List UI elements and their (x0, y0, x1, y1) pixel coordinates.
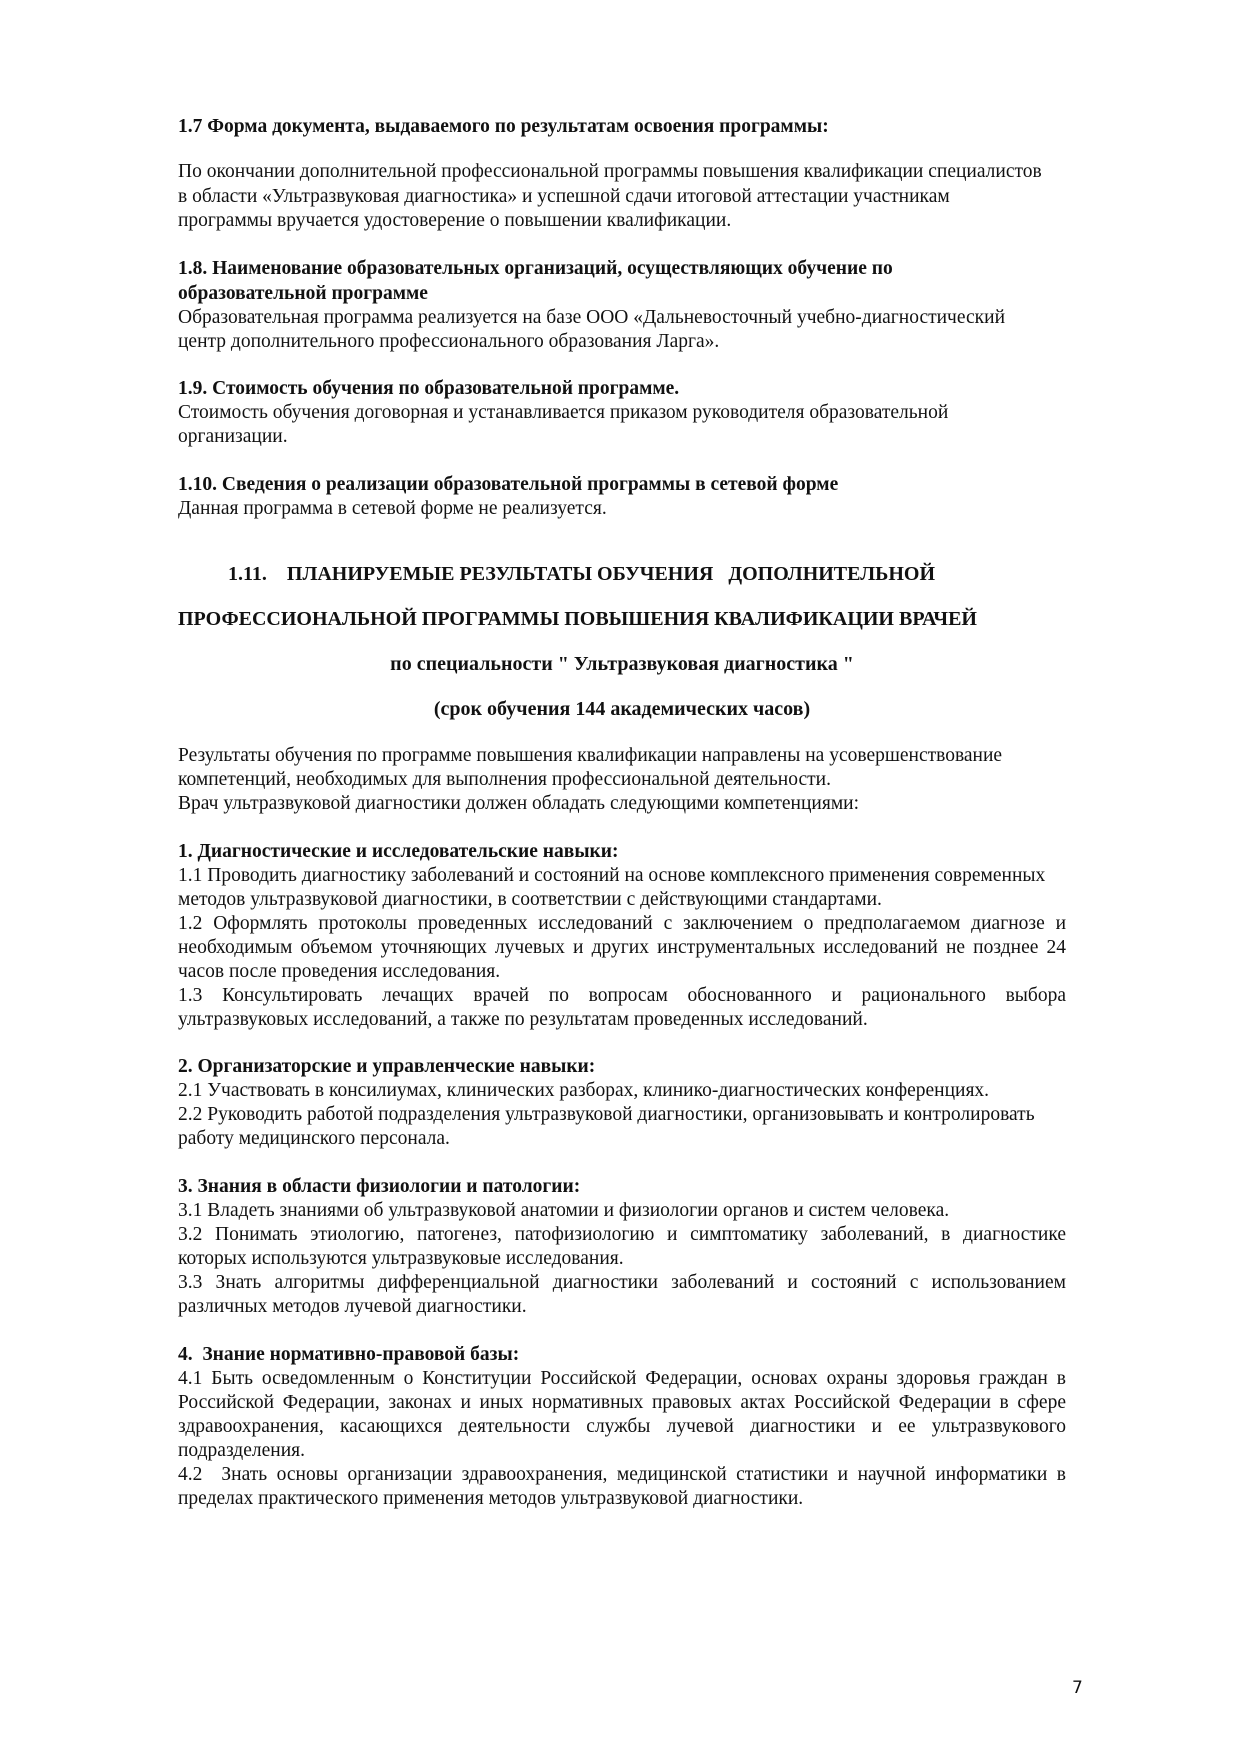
section-1-11-intro: Результаты обучения по программе повышения квалификации направлены на усовершенствование (178, 745, 1003, 766)
section-1-7-text: По окончании дополнительной профессиональной программы повышения квалификации специалистов (178, 161, 1042, 182)
competence-item: 2.2 Руководить работой подразделения ультразвуковой диагностики, организовывать и контролировать (178, 1104, 1035, 1125)
competence-3-heading: 3. Знания в области физиологии и патологии: (178, 1176, 581, 1197)
section-1-8-text: центр дополнительного профессионального образования Ларга». (178, 331, 720, 352)
competence-item: часов после проведения исследования. (178, 961, 501, 982)
section-1-8-text: Образовательная программа реализуется на базе ООО «Дальневосточный учебно-диагностический (178, 307, 1006, 328)
competence-item: 1.2 Оформлять протоколы проведенных исследований с заключением о предполагаемом диагнозе и (178, 913, 1066, 934)
competence-item: 1.1 Проводить диагностику заболеваний и состояний на основе комплексного применения современных (178, 865, 1046, 886)
competence-item: необходимым объемом уточняющих лучевых и других инструментальных исследований не позднее 24 (178, 937, 1066, 958)
competence-item: пределах практического применения методов ультразвуковой диагностики. (178, 1488, 804, 1509)
section-1-7-text: в области «Ультразвуковая диагностика» и успешной сдачи итоговой аттестации участникам (178, 186, 950, 207)
competence-item: 3.3 Знать алгоритмы дифференциальной диагностики заболеваний и состояний с использованием (178, 1272, 1066, 1293)
section-1-10-text: Данная программа в сетевой форме не реализуется. (178, 498, 607, 519)
competence-item: 4.1 Быть осведомленным о Конституции Российской Федерации, основах охраны здоровья граждан в (178, 1368, 1066, 1389)
competence-item: 1.3 Консультировать лечащих врачей по вопросам обоснованного и рационального выбора (178, 985, 1066, 1006)
section-1-7-text: программы вручается удостоверение о повышении квалификации. (178, 210, 732, 231)
section-1-11-title: 1.11. ПЛАНИРУЕМЫЕ РЕЗУЛЬТАТЫ ОБУЧЕНИЯ ДОПОЛНИТЕЛЬНОЙ (228, 563, 936, 585)
competence-item: 3.1 Владеть знаниями об ультразвуковой анатомии и физиологии органов и систем человека. (178, 1200, 950, 1221)
competence-item: которых используются ультразвуковые исследования. (178, 1248, 624, 1269)
section-1-11-intro: компетенций, необходимых для выполнения профессиональной деятельности. (178, 769, 831, 790)
competence-item: ультразвуковых исследований, а также по результатам проведенных исследований. (178, 1009, 868, 1030)
competence-item: 4.2 Знать основы организации здравоохранения, медицинской статистики и научной информатики в (178, 1464, 1066, 1485)
competence-item: 3.2 Понимать этиологию, патогенез, патофизиологию и симптоматику заболеваний, в диагностике (178, 1224, 1066, 1245)
competence-item: методов ультразвуковой диагностики, в соответствии с действующими стандартами. (178, 889, 882, 910)
section-1-9-heading: 1.9. Стоимость обучения по образовательной программе. (178, 378, 680, 399)
competence-item: 2.1 Участвовать в консилиумах, клинических разборах, клинико-диагностических конференциях. (178, 1080, 990, 1101)
section-1-9-text: организации. (178, 426, 288, 447)
competence-item: подразделения. (178, 1440, 305, 1461)
page-number: 7 (1072, 1678, 1083, 1698)
section-1-11-intro: Врач ультразвуковой диагностики должен обладать следующими компетенциями: (178, 793, 860, 814)
competence-item: Российской Федерации, законах и иных нормативных правовых актах Российской Федерации в сфере (178, 1392, 1066, 1413)
competence-4-heading: 4. Знание нормативно-правовой базы: (178, 1344, 520, 1365)
competence-item: различных методов лучевой диагностики. (178, 1296, 527, 1317)
section-1-11-title: по специальности " Ультразвуковая диагностика " (390, 653, 854, 675)
section-1-7-heading: 1.7 Форма документа, выдаваемого по результатам освоения программы: (178, 116, 829, 137)
section-1-8-heading: образовательной программе (178, 283, 428, 304)
section-1-8-heading: 1.8. Наименование образовательных организаций, осуществляющих обучение по (178, 258, 893, 279)
section-1-10-heading: 1.10. Сведения о реализации образовательной программы в сетевой форме (178, 474, 839, 495)
section-1-11-title: ПРОФЕССИОНАЛЬНОЙ ПРОГРАММЫ ПОВЫШЕНИЯ КВАЛИФИКАЦИИ ВРАЧЕЙ (178, 608, 977, 630)
competence-item: работу медицинского персонала. (178, 1128, 450, 1149)
section-1-11-title: (срок обучения 144 академических часов) (433, 698, 811, 720)
section-1-9-text: Стоимость обучения договорная и устанавливается приказом руководителя образовательной (178, 402, 949, 423)
competence-1-heading: 1. Диагностические и исследовательские навыки: (178, 841, 619, 862)
competence-item: здравоохранения, касающихся деятельности службы лучевой диагностики и ее ультразвукового (178, 1416, 1066, 1437)
competence-2-heading: 2. Организаторские и управленческие навыки: (178, 1056, 596, 1077)
